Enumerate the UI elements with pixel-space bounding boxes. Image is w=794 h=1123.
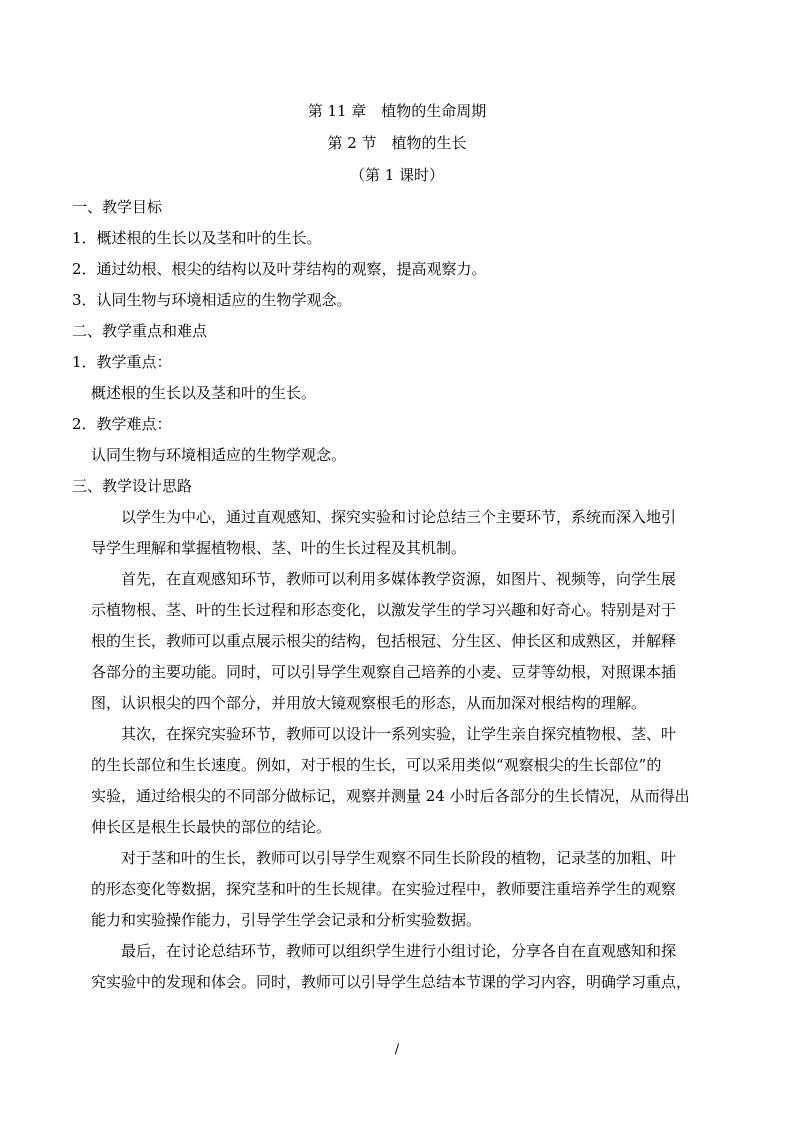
paragraph-line: 能力和实验操作能力，引导学生学会记录和分析实验数据。: [91, 911, 482, 929]
paragraph-line: 的生长部位和生长速度。例如，对于根的生长，可以采用类似“观察根尖的生长部位”的: [91, 756, 662, 774]
difficulty-label: 2．教学难点：: [72, 415, 172, 433]
paragraph-line: 伸长区是根生长最快的部位的结论。: [91, 818, 332, 836]
paragraph-line: 实验，通过给根尖的不同部分做标记，观察并测量 24 小时后各部分的生长情况，从而得出: [91, 787, 690, 805]
heading-key-points: 二、教学重点和难点: [72, 322, 208, 340]
key-point-text: 概述根的生长以及茎和叶的生长。: [91, 384, 317, 402]
paragraph-line: 首先，在直观感知环节，教师可以利用多媒体教学资源，如图片、视频等，向学生展: [121, 570, 677, 588]
paragraph-line: 其次，在探究实验环节，教师可以设计一系列实验，让学生亲自探究植物根、茎、叶: [121, 725, 677, 743]
difficulty-text: 认同生物与环境相适应的生物学观念。: [91, 446, 347, 464]
paragraph-line: 以学生为中心，通过直观感知、探究实验和讨论总结三个主要环节，系统而深入地引: [121, 508, 677, 526]
paragraph-line: 导学生理解和掌握植物根、茎、叶的生长过程及其机制。: [91, 539, 467, 557]
paragraph-line: 根的生长，教师可以重点展示根尖的结构，包括根冠、分生区、伸长区和成熟区，并解释: [91, 632, 677, 650]
goal-item: 1．概述根的生长以及茎和叶的生长。: [72, 229, 322, 247]
lesson-subtitle: （第 1 课时）: [349, 166, 445, 184]
page-number: /: [394, 1042, 400, 1057]
heading-teaching-goals: 一、教学目标: [72, 198, 163, 216]
paragraph-line: 示植物根、茎、叶的生长过程和形态变化，以激发学生的学习兴趣和好奇心。特别是对于: [91, 601, 677, 619]
paragraph-line: 对于茎和叶的生长，教师可以引导学生观察不同生长阶段的植物，记录茎的加粗、叶: [121, 849, 677, 867]
heading-design-ideas: 三、教学设计思路: [72, 477, 193, 495]
section-title: 第 2 节 植物的生长: [327, 134, 467, 152]
paragraph-line: 的形态变化等数据，探究茎和叶的生长规律。在实验过程中，教师要注重培养学生的观察: [91, 880, 677, 898]
goal-item: 2．通过幼根、根尖的结构以及叶芽结构的观察，提高观察力。: [72, 260, 487, 278]
paragraph-line: 究实验中的发现和体会。同时，教师可以引导学生总结本节课的学习内容，明确学习重点，: [91, 973, 692, 991]
key-point-label: 1．教学重点：: [72, 353, 172, 371]
paragraph-line: 图，认识根尖的四个部分，并用放大镜观察根毛的形态，从而加深对根结构的理解。: [91, 694, 647, 712]
chapter-title: 第 11 章 植物的生命周期: [307, 102, 487, 120]
paragraph-line: 最后，在讨论总结环节，教师可以组织学生进行小组讨论，分享各自在直观感知和探: [121, 942, 677, 960]
paragraph-line: 各部分的主要功能。同时，可以引导学生观察自己培养的小麦、豆芽等幼根，对照课本插: [91, 663, 677, 681]
goal-item: 3．认同生物与环境相适应的生物学观念。: [72, 291, 352, 309]
